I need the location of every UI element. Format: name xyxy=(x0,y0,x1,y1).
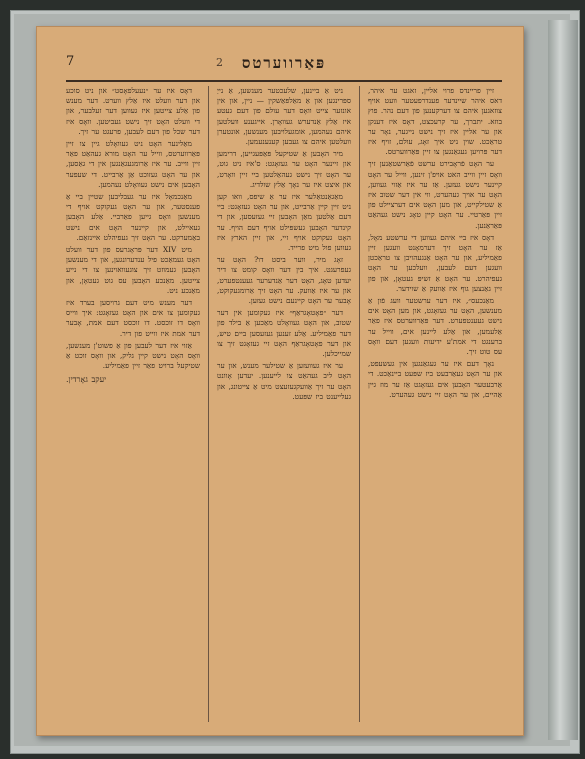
paragraph: ער האָט פֿראָבירט ערשט פֿאַרשטאַנען זיך וואָס זיין ווייב האט אויפ'ן זינען, ווייל ער האָט קיינער נישט געזען. אַז ער איז אַזוי געווען, האָט ער אויך געהערט, ווי אין דער שטוב איז אַ שטילקייט, און מען האָט אים דערציילט פון זיין פּאַרטיי. ער האָט קיין טאָג נישט געהאַט פּאַראַנען. xyxy=(368,159,502,230)
issue-mark: 2 xyxy=(216,56,223,69)
paragraph: מאַנכמאָל איז ער געבליבען שטיין ביי אַ פענסטער, און ער האָט געקוקט אויף די מענשען וואָס גייען פאַרביי. אַלע האָבען געאיילט, און קיינער האָט אים נישט באַמערקט. ער האָט זיך געפיהלט איינזאַם. xyxy=(66,192,200,242)
page-number: 7 xyxy=(66,54,75,69)
column-left xyxy=(66,86,200,722)
paragraph: זיין פריינדס פרוי אליין, זאגט ער איהר, דאס איהר שיינדער פענדרפעטער וועט אויף צוזאגען איהם צו דערקענען פון דעם נהר. פוץ בוזא. יתברך, ער קרעכצט, דאָס איז דענקן און ער אליין איז זיך נישט נייגער, נאָר ער טראַכט. שוין ניט איך זאָג, עולם, זויף איז דער פּרויען געגאַנגען צו זיין פּאַרווערטס. xyxy=(368,86,502,157)
column-divider xyxy=(359,86,360,722)
paragraph: דאָס איז ביי איהם געווען די ערשטע מאָל, אַז ער האָט זיך דערמאָנט וועגען זיין פאַמיליע, און ער האָט אַנגעהויבן צו טראַכטן וועגען דעם לעבען, וועלכען ער האָט געפיהרט. ער האָט אַ זשיפּ געטאָן, און פון זיין גאַנצען גוף איז אַוועק אַ שוידער. xyxy=(368,232,502,293)
paragraph: זאָג מיר, ווער ביסט דו? האָט ער געפרעגט. איך בין דער וואָס קומט צו דיר יעדען טאָג, האָט דער אַנדערער געענטפערט, און ער איז אַוועק. ער האָט זיך אַרומגעקוקט, אָבער ער האָט קיינעם נישט געזען. xyxy=(217,255,351,306)
column-right xyxy=(368,86,502,722)
paragraph: מאַלינער האָט ניט געוואָלט גיין צו זיין פּאַרווערטס, ווייל ער האָט מורא געהאַט פאַר זיין ווייב. ער איז אַרומגעגאַנגען אין די גאַסען, און ער האָט געזוכט אַן אַרבייט. די שעפער האָבען אים נישט געוואָלט נעהמען. xyxy=(66,139,200,189)
paragraph: דער ״פאָטאָגראַף״ איז געקומען אין דער שטוב, און האָט געוואָלט מאַכען אַ בילד פון דער פאַמיליע. אַלע זענען געזעסען ביים טיש, און דער פאָטאָגראַף האָט זיי געזאָגט זיך צו שמייכלען. xyxy=(217,308,351,359)
binder-edge xyxy=(548,20,578,740)
paragraph: אַזוי איז דער לעבען פון אַ פשוט'ן מענשען, וואָס האָט נישט קיין גליק, און וואָס זוכט אַ שטיקעל ברויט פאַר זיין פאַמיליע. xyxy=(66,340,200,371)
text-columns xyxy=(66,86,502,722)
masthead-title: פּאַרווערטס xyxy=(241,54,327,72)
paragraph: מאַנכעס״, איז דער ערשטער וועג פֿון אַ מענשען, האָט ער געזאָגט, און מען האָט אים נישט געענטפערט. דער פּאַרווערטס איז פאַר אַלעמען, און אַלע ליינען אים, ווייל ער ברענגט די אמת'ע ידיעות וועגען דעם וואָס עס טוט זיך. xyxy=(368,296,502,357)
column-divider xyxy=(208,86,209,722)
newspaper-page xyxy=(36,26,524,736)
paragraph: מיט XIV דער פּראָגרעס פון דער וועלט האָט געמאַכט פיל ענדערונגען, און די מענשען האָבען געמוזט זיך צוגעוואוינען צו די נייע צייטען. מאַנכע האָבען עס גוט געטאָן, און מאַנכע ניט. xyxy=(66,245,200,295)
header-rule xyxy=(66,80,502,82)
paragraph: נאָך דעם איז ער געגאַנגען אין געשעפט, און ער האָט געאַרבעט ביז שפּעט ביינאַכט. די אַרבעטער האָבען אים געזאָגט אַז ער מוז גיין אַהיים, און ער האָט זיי נישט געהערט. xyxy=(368,359,502,399)
page-header xyxy=(66,52,502,78)
author-signature: יעקב גאָרדין. xyxy=(66,375,107,385)
paragraph: מאַגאַנטאַלער איז ער אַ שיפס, וואו קען ניט זיין קיין אַרבייט, און ער האָט געזאָגט: ביי דעם אַלטען מאַן האָבען זיי געזעסען, און די קינדער האָבען געשפּילט אויף דעם הויף. ער האָט געקוקט אויף זיי, און זיין הארץ איז געווען פול מיט פרייד. xyxy=(217,192,351,253)
paragraph: ער איז געוועזען אַ שטילער מענש, און ער האָט ליב געהאַט צו לייענען. יעדען אָוונט האָט ער זיך אַוועקגעזעצט מיט אַ צייטונג, און געלייענט ביז שפּעט. xyxy=(217,361,351,401)
paragraph: מיר האָבען אַ שטיקעל פּאַפּעגייען, דרימען און זיינער האָט ער געזאָגט: ס'איז ניט גוט, ער האָט זיך נישט געהאַלטען ביי זיין וואָרט, און איצט איז ער נאָך אַלץ שולדיג. xyxy=(217,149,351,189)
paragraph: דאָס איז ער ״נעעלפאָסט״ און ניט סוכע און דער וועלט איז אַלץ ווערט. דער מענש פון אַלע צייטען איז געווען דער זעלבער, און די וועלט האָט זיך נישט געביטען. וואָס איז דער שכל פון דעם לעבען, פרעגט ער זיך. xyxy=(66,86,200,136)
paragraph: ניט אַ ביינען, שלעכטער מענשען, אַ נייַ ספּרינגען און אַ מאַלפּאַשקין — ניין, און אין אונזער צייט וואָס דער עולם פון דעם געטע איז אַלץ אַנדערש געוואָרן. אייגענע וועלטען איהם נעהמען, אומגעלויבען מענשען, אונטערן וועלטען איהם צו געבען קענענעמען. xyxy=(217,86,351,147)
paragraph: דער מענש מיט דעם גרויסען בערד איז געקומען צו אים און האָט געזאָגט: איך ווייס וואָס דו זוכסט. דו זוכסט דעם אמת, אָבער דער אמת איז ווייט פון דיר. xyxy=(66,298,200,338)
column-middle xyxy=(217,86,351,722)
